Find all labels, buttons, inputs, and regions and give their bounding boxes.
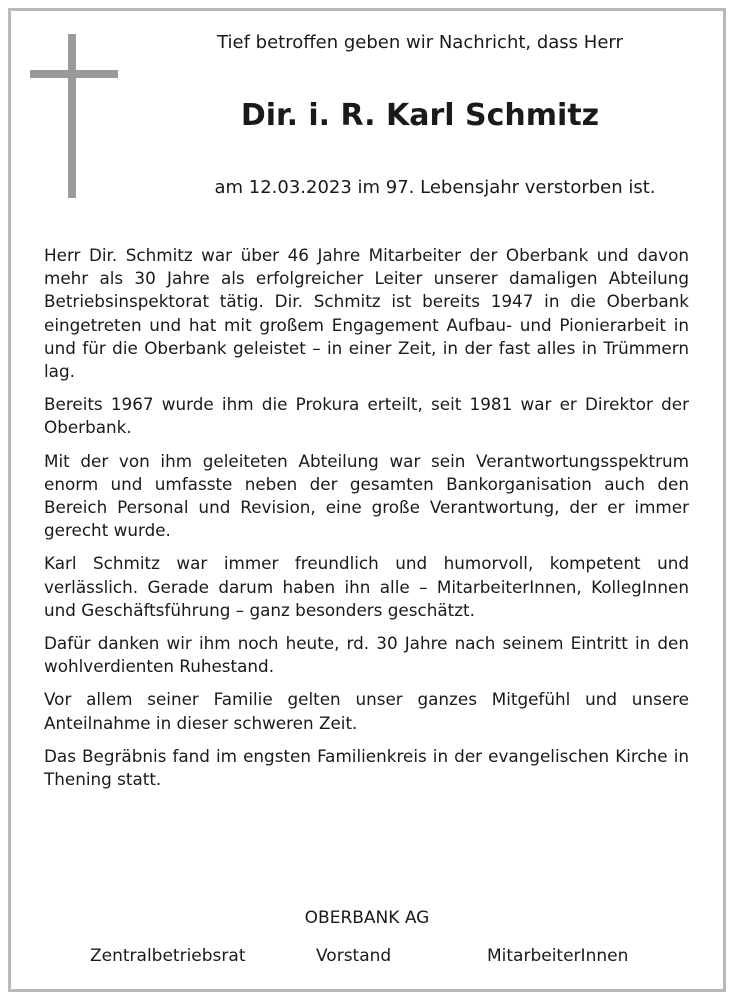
- intro-text: Tief betroffen geben wir Nachricht, dass Herr: [217, 32, 623, 53]
- obituary-body: [44, 244, 689, 801]
- signatory-employees: MitarbeiterInnen: [487, 946, 629, 966]
- paragraph-character: Karl Schmitz war immer freundlich und humorvoll, kompetent und verlässlich. Gerade darum haben ihn alle – MitarbeiterInnen, KollegInnen und Geschäftsführung – ganz besonders geschätzt.: [44, 553, 689, 620]
- paragraph-career: Herr Dir. Schmitz war über 46 Jahre Mitarbeiter der Oberbank und davon mehr als 30 Jahre als erfolgreicher Leiter unserer damaligen Abteilung Betriebsinspektorat tätig. Dir. Schmitz ist bereits 1947 in die Oberbank eingetreten und hat mit großem Engagement Aufbau- und Pionierarbeit in und für die Oberbank geleistet – in einer Zeit, in der fast alles in Trümmern lag.: [44, 245, 689, 382]
- signatory-works-council: Zentralbetriebsrat: [90, 946, 246, 966]
- company-name: OBERBANK AG: [304, 908, 430, 928]
- signatory-board: Vorstand: [316, 946, 392, 966]
- cross-vertical-bar: [68, 34, 76, 198]
- death-date-line: am 12.03.2023 im 97. Lebensjahr verstorben ist.: [214, 177, 656, 198]
- cross-horizontal-bar: [30, 70, 118, 78]
- paragraph-funeral: Das Begräbnis fand im engsten Familienkreis in der evangelischen Kirche in Thening statt.: [44, 745, 689, 790]
- paragraph-prokura: Bereits 1967 wurde ihm die Prokura erteilt, seit 1981 war er Direktor der Oberbank.: [44, 394, 689, 438]
- paragraph-condolences: Vor allem seiner Familie gelten unser ganzes Mitgefühl und unsere Anteilnahme in dieser schweren Zeit.: [44, 689, 689, 733]
- paragraph-thanks: Dafür danken wir ihm noch heute, rd. 30 Jahre nach seinem Eintritt in den wohlverdienten Ruhestand.: [44, 633, 689, 677]
- deceased-name: Dir. i. R. Karl Schmitz: [240, 98, 600, 133]
- paragraph-responsibility: Mit der von ihm geleiteten Abteilung war sein Verantwortungsspektrum enorm und umfasste neben der gesamten Bankorganisation auch den Bereich Personal und Revision, eine große Verantwortung, der er immer gerecht wurde.: [44, 450, 689, 541]
